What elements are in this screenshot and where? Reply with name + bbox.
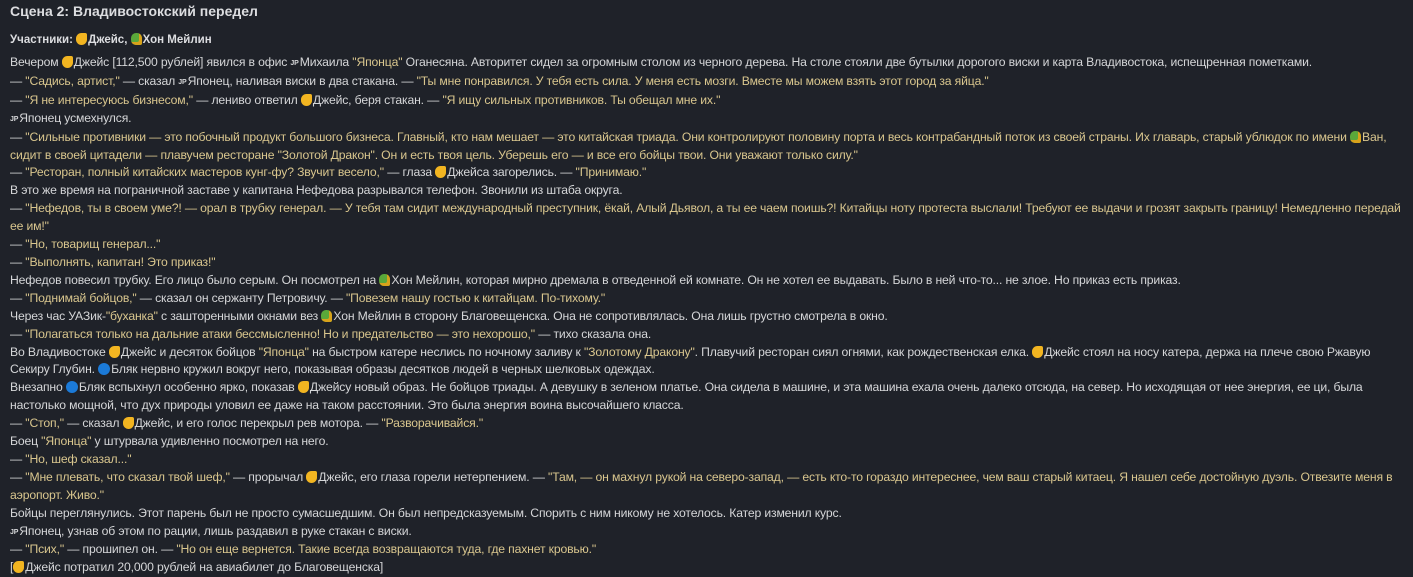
narration-text: на быстром катере неслись по ночному заливу к	[308, 344, 584, 359]
narration-text: — лениво ответил	[192, 92, 301, 107]
narration-text: Джейс, и его голос перекрыл рев мотора. —	[134, 416, 382, 431]
dialogue-quote: "Разворачивайся."	[381, 416, 484, 431]
narration-text: —	[10, 92, 26, 107]
dialogue-quote: "Но, шеф сказал..."	[25, 451, 132, 466]
story-paragraph	[10, 290, 1405, 308]
narration-text: Джейса загорелись. —	[447, 165, 576, 180]
flexed-biceps-icon	[298, 381, 309, 393]
story-paragraph	[10, 379, 1405, 415]
japan-flag-icon: JP	[10, 115, 19, 123]
participants-line	[10, 32, 1405, 48]
narration-text: Японец, наливая виски в два стакана. —	[187, 73, 417, 88]
dialogue-quote: "Принимаю."	[575, 165, 647, 180]
dragon-icon	[1350, 131, 1361, 143]
narration-text: —	[10, 254, 26, 269]
narration-text: Нефедов повесил трубку. Его лицо было серым. Он посмотрел на	[10, 272, 380, 287]
flexed-biceps-icon	[109, 346, 120, 358]
story-paragraph	[10, 541, 1405, 559]
story-paragraph	[10, 54, 1405, 73]
blue-circle-icon	[98, 363, 110, 375]
scene-title: Сцена 2: Владивостокский передел	[10, 3, 258, 19]
japan-flag-icon: JP	[290, 60, 299, 67]
story-paragraph	[10, 451, 1405, 469]
story-paragraph	[10, 469, 1405, 505]
dialogue-quote: "Повезем нашу гостью к китайцам. По-тихому."	[346, 290, 605, 305]
dialogue-quote: "Ресторан, полный китайских мастеров кунг-фу? Звучит весело,"	[25, 165, 384, 180]
narration-text: —	[10, 201, 26, 216]
narration-text: — прорычал	[229, 469, 307, 484]
dialogue-quote: "Полагаться только на дальние атаки бессмысленно! Но и предательство — это нехорошо,"	[25, 326, 535, 341]
story-paragraph	[10, 433, 1405, 451]
narration-text: Оганесяна. Авторитет сидел за огромным столом из черного дерева. На столе стояли две бутылки дорогого виски и карта Владивостока, испещренная пометками.	[402, 55, 1312, 69]
story-paragraph	[10, 200, 1405, 236]
narration-text: Во Владивостоке	[10, 344, 109, 359]
participant-name: Хон Мейлин	[142, 34, 212, 46]
narration-text: — сказал	[119, 73, 179, 88]
narration-text: Внезапно	[10, 380, 66, 395]
story-paragraph	[10, 92, 1405, 110]
narration-text: —	[10, 542, 26, 557]
narration-text: . Плавучий ресторан сиял огнями, как рождественская елка.	[694, 344, 1033, 359]
story-paragraph	[10, 129, 1405, 165]
dialogue-quote: "Нефедов, ты в своем уме?! — орал в трубку генерал. — У тебя там сидит международный преступник, ёкай, Алый Дьявол, а ты ее чаем поишь?! Китайцы ноту протеста выслали! Требуют ее выдачи и грозят закрыть границу! Немедленно передай ее им!"	[10, 201, 1401, 234]
narration-text: Джейс, беря стакан. —	[312, 92, 443, 107]
narration-text: —	[10, 451, 26, 466]
dialogue-quote: "Ты мне понравился. У тебя есть сила. У меня есть мозги. Вместе мы можем взять этот город за яйца."	[416, 73, 989, 88]
dialogue-quote: "Стоп,"	[25, 416, 64, 431]
dialogue-quote: "Мне плевать, что сказал твой шеф,"	[25, 469, 230, 484]
blue-circle-icon	[66, 381, 78, 393]
story-paragraph	[10, 505, 1405, 523]
participants-label: Участники:	[10, 34, 73, 46]
narration-text: Хон Мейлин, которая мирно дремала в отведенной ей комнате. Он не хотел ее выдавать. Было в ней что-то... не злое. Но приказ есть приказ.	[391, 272, 1181, 287]
story-paragraph	[10, 182, 1405, 200]
dialogue-quote: "Поднимай бойцов,"	[25, 290, 137, 305]
narration-text: у штурвала удивленно посмотрел на него.	[91, 434, 329, 449]
narration-text: —	[10, 129, 26, 144]
narration-text: — тихо сказала она.	[534, 326, 652, 341]
story-paragraph	[10, 559, 1405, 577]
narration-text: Бойцы переглянулись. Этот парень был не просто сумасшедшим. Он был непредсказуемым. Спорить с ним никому не хотелось. Катер изменил курс.	[10, 505, 842, 520]
story-paragraph	[10, 164, 1405, 182]
dialogue-quote: "Японца"	[41, 434, 92, 449]
story-paragraph	[10, 326, 1405, 344]
story-paragraph	[10, 523, 1405, 542]
dialogue-quote: "Выполнять, капитан! Это приказ!"	[25, 254, 216, 269]
narration-text: Японец усмехнулся.	[19, 110, 132, 125]
flexed-biceps-icon	[76, 33, 87, 45]
flexed-biceps-icon	[301, 94, 312, 106]
dialogue-quote: "Но он еще вернется. Такие всегда возвращаются туда, где пахнет кровью."	[176, 542, 596, 557]
dialogue-quote: "Там, — он махнул рукой на северо-запад, — есть кто-то гораздо интереснее, чем ваш старый китаец. Я нашел себе достойную дуэль. Отвезите меня в аэропорт. Живо."	[10, 469, 1393, 502]
flexed-biceps-icon	[306, 471, 317, 483]
narration-text: с зашторенными окнами вез	[157, 308, 322, 323]
dialogue-quote: "Золотому Дракону"	[583, 344, 695, 359]
dialogue-quote: "Садись, артист,"	[25, 73, 120, 88]
narration-text: Джейс стоял на носу катера, держа на плече свою Ржавую Секиру Глубин.	[10, 344, 1371, 377]
flexed-biceps-icon	[435, 166, 446, 178]
narration-text: Хон Мейлин в сторону Благовещенска. Она не сопротивлялась. Она лишь грустно смотрела в окно.	[333, 308, 888, 323]
narration-text: —	[10, 165, 26, 180]
flexed-biceps-icon	[1032, 346, 1043, 358]
story-paragraph	[10, 236, 1405, 254]
narration-text: Боец	[10, 434, 42, 449]
narration-text: Джейс и десяток бойцов	[120, 344, 259, 359]
dialogue-quote: "буханка"	[105, 308, 158, 323]
dialogue-quote: "Японца"	[352, 55, 403, 69]
flexed-biceps-icon	[123, 417, 134, 429]
dragon-icon	[379, 274, 390, 286]
narration-text: —	[10, 237, 26, 252]
narration-text: — сказал он сержанту Петровичу. —	[136, 290, 346, 305]
japan-flag-icon: JP	[178, 78, 187, 86]
dialogue-quote: "Сильные противники — это побочный продукт большого бизнеса. Главный, кто нам мешает — это китайская триада. Они контролируют половину порта и весь контрабандный поток из своей страны. Их главарь, старый ублюдок по имени	[25, 129, 1350, 144]
flexed-biceps-icon	[13, 561, 24, 573]
story-paragraph	[10, 272, 1405, 290]
narration-text: Вечером	[10, 55, 62, 69]
dialogue-quote: "Я не интересуюсь бизнесом,"	[25, 92, 193, 107]
narration-text: [	[10, 560, 14, 575]
narration-text: —	[10, 326, 26, 341]
narration-text: —	[10, 290, 26, 305]
narration-text: В это же время на пограничной заставе у капитана Нефедова разрывался телефон. Звонили из штаба округа.	[10, 183, 623, 198]
narration-text: Джейс [112,500 рублей] явился в офис	[73, 55, 291, 69]
story-body	[10, 54, 1405, 577]
narration-text: —	[10, 416, 26, 431]
narration-text: Через час УАЗик-	[10, 308, 106, 323]
participant-name: Джейс,	[88, 34, 128, 46]
narration-text: Джейсу новый образ. Не бойцов триады. А девушку в зеленом платье. Она сидела в машине, и эта машина ехала очень далеко отсюда, на север. Но исходящая от нее энергия, ее ци, была настолько мощной, что дух природы уловил ее даже на таком расстоянии. Это была энергия воина высочайшего класса.	[10, 380, 1363, 413]
narration-text: — прошипел он. —	[64, 542, 177, 557]
narration-text: Бляк нервно кружил вокруг него, показывая образы десятков людей в черных шелковых одеждах.	[111, 362, 655, 377]
narration-text: Михаила	[299, 55, 353, 69]
narration-text: — глаза	[383, 165, 436, 180]
story-paragraph	[10, 110, 1405, 129]
story-paragraph	[10, 308, 1405, 326]
narration-text: Джейс потратил 20,000 рублей на авиабилет до Благовещенска]	[25, 560, 384, 575]
story-paragraph	[10, 344, 1405, 380]
narration-text: Бляк вспыхнул особенно ярко, показав	[78, 380, 298, 395]
dialogue-quote: "Псих,"	[25, 542, 65, 557]
dialogue-quote: "Я ищу сильных противников. Ты обещал мне их."	[442, 92, 721, 107]
flexed-biceps-icon	[62, 56, 73, 68]
story-paragraph	[10, 415, 1405, 433]
dialogue-quote: Ван, сидит в своей цитадели — плавучем ресторане "Золотой Дракон". Он и есть твоя цель. Уберешь его — и все его бойцы твои. Они уважают только силу."	[10, 129, 1387, 162]
narration-text: —	[10, 73, 26, 88]
story-paragraph	[10, 254, 1405, 272]
narration-text: Японец, узнав об этом по рации, лишь раздавил в руке стакан с виски.	[19, 523, 412, 538]
dialogue-quote: "Но, товарищ генерал..."	[25, 237, 161, 252]
dragon-icon	[131, 33, 142, 45]
narration-text: — сказал	[63, 416, 123, 431]
dialogue-quote: "Японца"	[258, 344, 309, 359]
narration-text: —	[10, 469, 26, 484]
narration-text: Джейс, его глаза горели нетерпением. —	[318, 469, 549, 484]
japan-flag-icon: JP	[10, 528, 19, 536]
story-paragraph	[10, 73, 1405, 92]
dragon-icon	[321, 310, 332, 322]
